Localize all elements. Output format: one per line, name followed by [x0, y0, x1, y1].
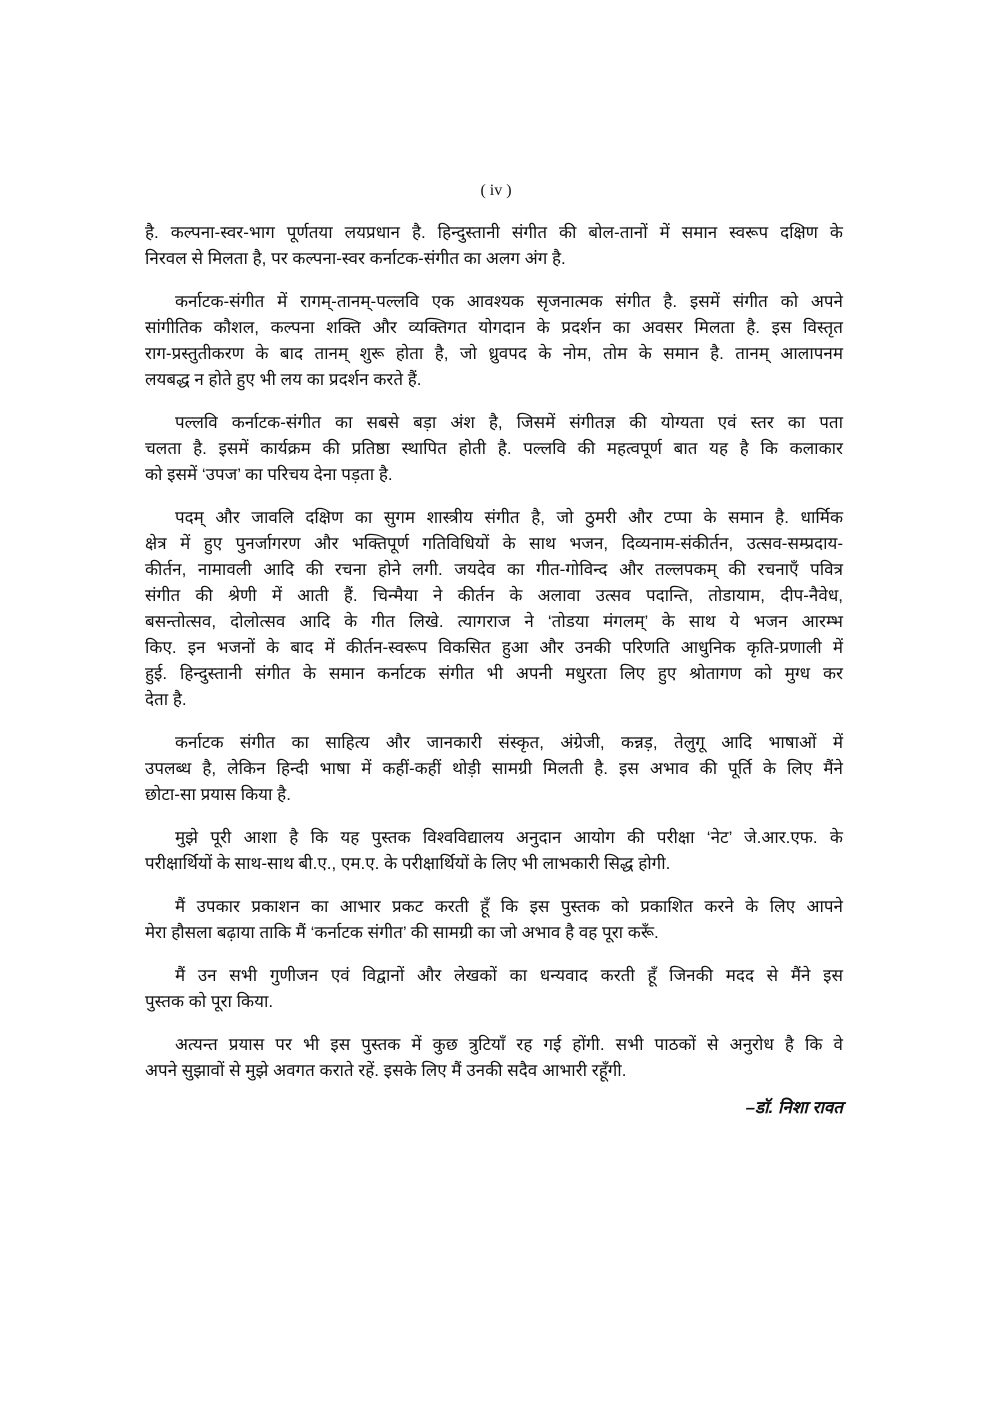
paragraph: [145, 1032, 843, 1084]
text-line: चलता है. इसमें कार्यक्रम की प्रतिष्ठा स्थापित होती है. पल्लवि की महत्वपूर्ण बात यह है कि कलाकार: [145, 439, 843, 458]
text-line: क्षेत्र में हुए पुनर्जागरण और भक्तिपूर्ण गतिविधियों के साथ भजन, दिव्यनाम-संकीर्तन, उत्सव-सम्प्रदाय-: [145, 534, 843, 553]
author-signature: –डॉ. निशा रावत: [745, 1098, 843, 1117]
paragraph: [145, 825, 843, 877]
text-line: सांगीतिक कौशल, कल्पना शक्ति और व्यक्तिगत योगदान के प्रदर्शन का अवसर मिलता है. इस विस्तृत: [145, 318, 843, 337]
text-line: अपने सुझावों से मुझे अवगत कराते रहें. इसके लिए मैं उनकी सदैव आभारी रहूँगी.: [145, 1061, 627, 1080]
text-line: देता है.: [145, 690, 187, 709]
text-line: मैं उन सभी गुणीजन एवं विद्वानों और लेखकों का धन्यवाद करती हूँ जिनकी मदद से मैंने इस: [175, 966, 843, 985]
text-line: है. कल्पना-स्वर-भाग पूर्णतया लयप्रधान है. हिन्दुस्तानी संगीत की बोल-तानों में समान स्वरूप दक्षिण के: [145, 223, 843, 242]
text-line: राग-प्रस्तुतीकरण के बाद तानम् शुरू होता है, जो ध्रुवपद के नोम, तोम के समान है. तानम् आलापनम: [145, 344, 843, 363]
text-line: परीक्षार्थियों के साथ-साथ बी.ए., एम.ए. के परीक्षार्थियों के लिए भी लाभकारी सिद्ध होगी.: [145, 854, 671, 873]
paragraph: [145, 963, 843, 1015]
paragraph: [145, 505, 843, 713]
paragraph: [145, 220, 843, 272]
text-line: लयबद्ध न होते हुए भी लय का प्रदर्शन करते हैं.: [145, 370, 422, 389]
text-line: मैं उपकार प्रकाशन का आभार प्रकट करती हूँ कि इस पुस्तक को प्रकाशित करने के लिए आपने: [175, 897, 843, 916]
text-line: हुई. हिन्दुस्तानी संगीत के समान कर्नाटक संगीत भी अपनी मधुरता लिए हुए श्रोतागण को मुग्ध कर: [145, 664, 843, 683]
text-line: निरवल से मिलता है, पर कल्पना-स्वर कर्नाटक-संगीत का अलग अंग है.: [145, 249, 566, 268]
text-line: पल्लवि कर्नाटक-संगीत का सबसे बड़ा अंश है, जिसमें संगीतज्ञ की योग्यता एवं स्तर का पता: [175, 413, 843, 432]
text-line: अत्यन्त प्रयास पर भी इस पुस्तक में कुछ त्रुटियाँ रह गई होंगी. सभी पाठकों से अनुरोध है कि वे: [175, 1035, 843, 1054]
text-line: संगीत की श्रेणी में आती हैं. चिन्मैया ने कीर्तन के अलावा उत्सव पदान्ति, तोडायाम, दीप-नैवेध,: [145, 586, 843, 605]
text-line: किए. इन भजनों के बाद में कीर्तन-स्वरूप विकसित हुआ और उनकी परिणति आधुनिक कृति-प्रणाली में: [145, 638, 843, 657]
paragraph: [145, 289, 843, 393]
paragraph: [145, 410, 843, 488]
text-line: मेरा हौसला बढ़ाया ताकि मैं ‘कर्नाटक संगीत’ की सामग्री का जो अभाव है वह पूरा करूँ.: [145, 923, 659, 942]
text-line: बसन्तोत्सव, दोलोत्सव आदि के गीत लिखे. त्यागराज ने ‘तोडया मंगलम्’ के साथ ये भजन आरम्भ: [145, 612, 843, 631]
paragraph: [145, 730, 843, 808]
text-line: मुझे पूरी आशा है कि यह पुस्तक विश्वविद्यालय अनुदान आयोग की परीक्षा ‘नेट’ जे.आर.एफ. के: [175, 828, 843, 847]
text-line: कीर्तन, नामावली आदि की रचना होने लगी. जयदेव का गीत-गोविन्द और तल्लपकम् की रचनाएँ पवित्र: [145, 560, 843, 579]
text-line: पुस्तक को पूरा किया.: [145, 992, 274, 1011]
text-line: छोटा-सा प्रयास किया है.: [145, 785, 291, 804]
paragraph: [145, 894, 843, 946]
body-text: [145, 220, 843, 1118]
text-line: कर्नाटक-संगीत में रागम्-तानम्-पल्लवि एक आवश्यक सृजनात्मक संगीत है. इसमें संगीत को अपने: [175, 292, 843, 311]
text-line: पदम् और जावलि दक्षिण का सुगम शास्त्रीय संगीत है, जो ठुमरी और टप्पा के समान है. धार्मिक: [175, 508, 843, 527]
page-number: ( iv ): [480, 182, 512, 199]
text-line: कर्नाटक संगीत का साहित्य और जानकारी संस्कृत, अंग्रेजी, कन्नड़, तेलुगू आदि भाषाओं में: [175, 733, 843, 752]
text-line: उपलब्ध है, लेकिन हिन्दी भाषा में कहीं-कहीं थोड़ी सामग्री मिलती है. इस अभाव की पूर्ति के लिए मैंने: [145, 759, 843, 778]
text-line: को इसमें ‘उपज’ का परिचय देना पड़ता है.: [145, 465, 393, 484]
